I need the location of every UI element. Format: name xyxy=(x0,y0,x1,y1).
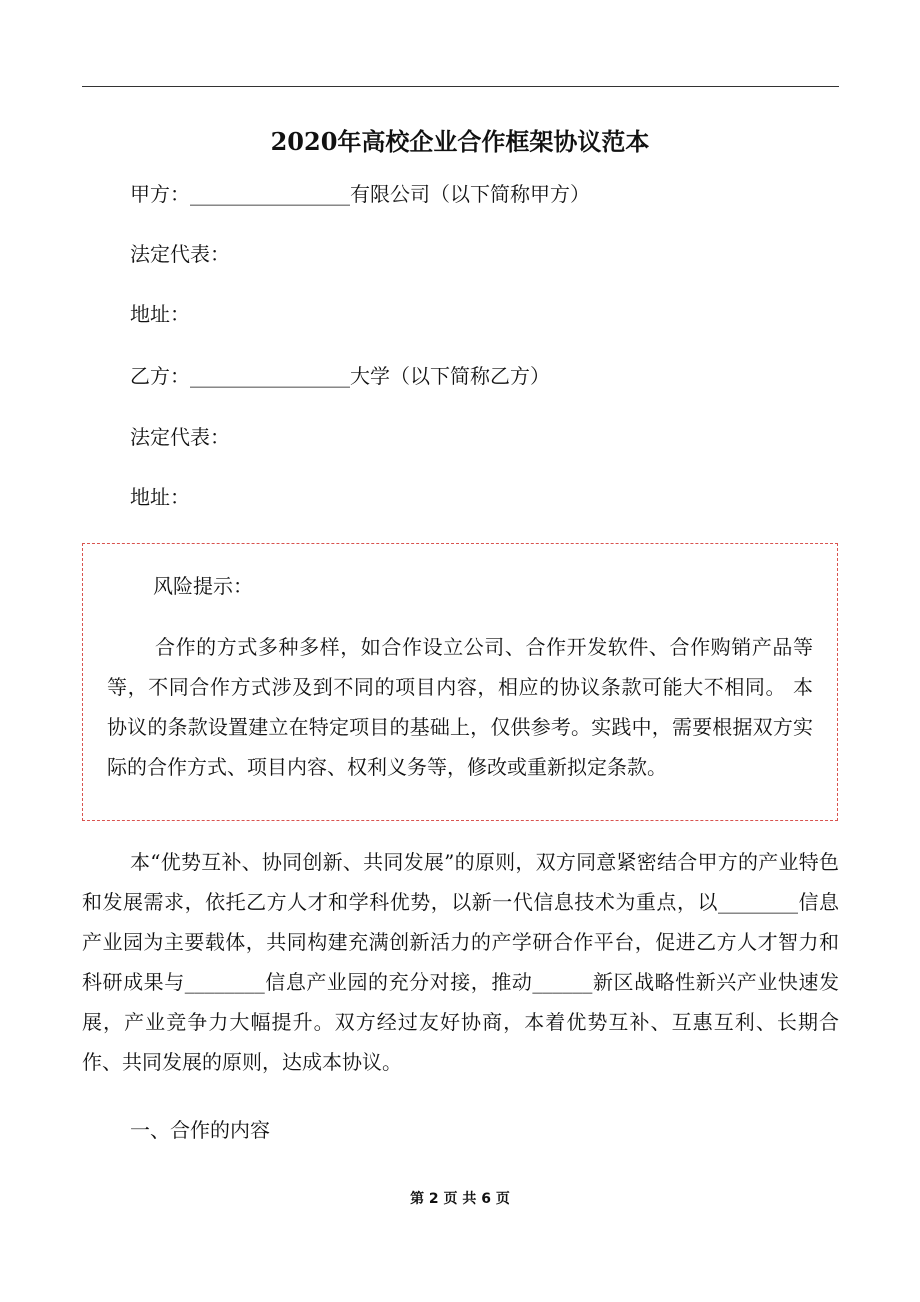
agreement-preamble: 本“优势互补、协同创新、共同发展”的原则，双方同意紧密结合甲方的产业特色和发展需求，依托乙方人才和学科优势，以新一代信息技术为重点，以________信息产业园为主要载体，共同构建充满创新活力的产学研合作平台，促进乙方人才智力和科研成果与________信息产业园的充分对接，推动______新区战略性新兴产业快速发展，产业竞争力大幅提升。双方经过友好协商，本着优势互补、互惠互利、长期合作、共同发展的原则，达成本协议。 xyxy=(82,850,839,1074)
party-b-line: 乙方：________________大学（以下简称乙方） xyxy=(130,364,550,388)
page-footer: 第 2 页 共 6 页 xyxy=(410,1191,510,1207)
section-heading: 一、合作的内容 xyxy=(130,1118,270,1142)
party-a-representative: 法定代表： xyxy=(130,242,230,266)
party-a-line: 甲方：________________有限公司（以下简称甲方） xyxy=(130,182,590,206)
risk-notice-box xyxy=(82,543,838,821)
risk-notice-heading: 风险提示： xyxy=(153,574,253,598)
party-b-representative: 法定代表： xyxy=(130,425,230,449)
header-rule xyxy=(82,86,839,87)
party-a-address: 地址： xyxy=(130,302,190,326)
document-title: 2020年高校企业合作框架协议范本 xyxy=(270,127,650,156)
risk-notice-text: 合作的方式多种多样，如合作设立公司、合作开发软件、合作购销产品等等，不同合作方式涉及到不同的项目内容，相应的协议条款可能大不相同。 本协议的条款设置建立在特定项目的基础上，仅供参考。实践中，需要根据双方实际的合作方式、项目内容、权利义务等，修改或重新拟定条款。 xyxy=(107,635,813,779)
party-b-address: 地址： xyxy=(130,485,190,509)
